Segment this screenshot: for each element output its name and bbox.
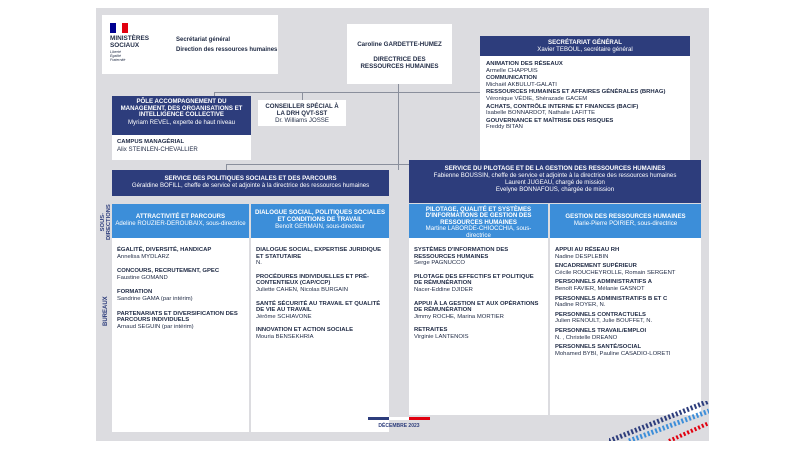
director-name: Caroline GARDETTE-HUMEZ [357, 41, 442, 48]
spgrh-sub-3: Evelyne BONNAFOUS, chargée de mission [495, 186, 615, 193]
motto-egalite: Égalité [110, 54, 121, 59]
list-item: ENCADREMENT SUPÉRIEUR Cécile ROUCHEYROLLE, Romain SERGENT [555, 263, 676, 276]
adviser-name: Dr. Williams JOSSE [275, 117, 329, 124]
header-drh: Direction des ressources humaines [176, 47, 278, 53]
sd-sub: Marie-Pierre POIRIER, sous-directrice [573, 220, 678, 227]
motto-fraternite: Fraternité [110, 58, 126, 63]
footer-flag-stripe [368, 417, 430, 420]
list-item: SANTÉ SÉCURITÉ AU TRAVAIL ET QUALITÉ DE VIE AU TRAVAIL Jérôme SCHIAVONE [256, 300, 381, 320]
bureaux-label: BUREAUX [103, 296, 109, 326]
list-item: INNOVATION ET ACTION SOCIALE Mouria BENSEKHRIA [256, 327, 354, 340]
logo [110, 23, 162, 63]
director-title: DIRECTRICE DES RESSOURCES HUMAINES [360, 56, 439, 70]
list-item: DIALOGUE SOCIAL, EXPERTISE JURIDIQUE ET STATUTAIRE N. [256, 247, 382, 267]
list-item: PERSONNELS TRAVAIL/EMPLOI N. , Christelle DREANO [555, 327, 647, 341]
list-item: COMMUNICATION Michaël AKBULUT-GALATI [486, 75, 557, 88]
header-box [102, 15, 278, 74]
sd-title: PILOTAGE, QUALITÉ ET SYSTÈMES D'INFORMATIONS DE GESTION DES RESSOURCES HUMAINES [425, 206, 532, 226]
list-item: APPUI À LA GESTION ET AUX OPÉRATIONS DE RÉMUNÉRATION Jimmy ROCHE, Marina MORTIER [414, 300, 539, 320]
logo-line1: MINISTÈRES [110, 35, 150, 42]
connector-line [302, 92, 303, 100]
sd-header [550, 204, 701, 238]
spp-sub: Géraldine BOFILL, cheffe de service et adjointe à la directrice des ressources humaines [131, 182, 370, 189]
connector-line [214, 92, 481, 93]
pole-sub: Myriam REVEL, experte de haut niveau [127, 118, 236, 126]
french-flag-icon [110, 23, 128, 33]
sd-column-pilotage [409, 204, 548, 415]
secretariat-list [480, 56, 690, 131]
list-item: PERSONNELS ADMINISTRATIFS B ET C Nadine ROYER, N. [555, 295, 668, 309]
list-item: PILOTAGE DES EFFECTIFS ET POLITIQUE DE RÉMUNÉRATION Nacer-Eddine DJIDER [414, 273, 534, 293]
secretariat-title: SECRÉTARIAT GÉNÉRAL [548, 39, 622, 46]
adviser-box [258, 100, 346, 126]
sd-column-dialogue-social [251, 204, 389, 432]
decorative-corner-graphic [609, 401, 709, 441]
pole-box [112, 96, 251, 160]
list-item: PROCÉDURES INDIVIDUELLES ET PRÉ-CONTENTIEUX (CAP/CCP) Juliette CAHEN, Nicolas BURGAIN [256, 273, 369, 293]
campus-people: Alix STEINLEN-CHEVALLIER [117, 146, 198, 153]
list-item: PARTENARIATS ET DIVERSIFICATION DES PARCOURS INDIVIDUELS Arnaud SEGUIN (par intérim) [117, 310, 238, 330]
spp-title: SERVICE DES POLITIQUES SOCIALES ET DES PARCOURS [164, 175, 337, 182]
sd-sub: Martine LABORDE-CHIOCCHIA, sous-directrice [425, 225, 532, 239]
sd-header [112, 204, 249, 238]
sd-sub: Adeline ROUZIER-DEROUBAIX, sous-directrice [115, 220, 246, 227]
motto-liberte: Liberté [110, 50, 121, 54]
list-item: PERSONNELS ADMINISTRATIFS A Benoît FAVIER, Mélanie GASNOT [555, 279, 652, 292]
director-box [347, 24, 452, 84]
spgrh-sub-2: Laurent JUGEAU, chargé de mission [505, 179, 605, 186]
header-sg: Secrétariat général [176, 37, 231, 43]
sd-title: ATTRACTIVITÉ ET PARCOURS [135, 213, 226, 220]
spgrh-sub-1: Fabienne BOUSSIN, cheffe de service et adjointe à la directrice des ressources humaines [433, 172, 677, 179]
list-item: CONCOURS, RECRUTEMENT, GPEC Faustine GOMAND [117, 268, 220, 281]
pole-title: PÔLE ACCOMPAGNEMENT DU MANAGEMENT, DES ORGANISATIONS ET INTELLIGENCE COLLECTIVE [120, 98, 243, 119]
adviser-title: CONSEILLER SPÉCIAL À LA DRH QVT-SST [265, 103, 339, 117]
sd-header [409, 204, 548, 238]
org-chart-sheet [96, 8, 709, 441]
sd-title: GESTION DES RESSOURCES HUMAINES [565, 213, 686, 220]
secretariat-sub: Xavier TEBOUL, secrétaire général [537, 46, 633, 53]
footer-date: DÉCEMBRE 2023 [378, 423, 420, 429]
spgrh-header [409, 160, 701, 203]
sd-column-attractivite [112, 204, 249, 432]
logo-line2: SOCIAUX [110, 42, 140, 49]
sd-header [251, 204, 389, 238]
campus-name: CAMPUS MANAGÉRIAL [117, 139, 185, 145]
list-item: APPUI AU RÉSEAU RH Nadine DESPLEBIN [555, 247, 620, 260]
list-item: PERSONNELS SANTÉ/SOCIAL Mohamed BYBI, Pauline CASADIO-LORETI [555, 344, 671, 357]
list-item: GOUVERNANCE ET MAÎTRISE DES RISQUES Freddy BITAN [486, 117, 614, 131]
sous-directions-label: SOUS- DIRECTIONS [100, 204, 112, 240]
list-item: ANIMATION DES RÉSEAUX Armelle CHAPPUIS [486, 61, 563, 74]
list-item: PERSONNELS CONTRACTUELS Julien RENOULT, Julie BOUFFET, N. [555, 311, 653, 325]
list-item: RESSOURCES HUMAINES ET AFFAIRES GÉNÉRALES (BRHAG) Véronique VÉDIE, Shérazade GACEM [486, 89, 666, 102]
spp-header [112, 170, 389, 196]
list-item: RETRAITES Virginie LANTENOIS [414, 327, 469, 340]
list-item: ÉGALITÉ, DIVERSITÉ, HANDICAP Annelisa MYDLARZ [117, 247, 212, 260]
secretariat-box [480, 36, 690, 161]
list-item: FORMATION Sandrine GAMA (par intérim) [117, 289, 193, 302]
connector-line [398, 84, 399, 170]
list-item: ACHATS, CONTRÔLE INTERNE ET FINANCES (BACIF) Isabelle BONNARDOT, Nathalie LAFITTE [486, 103, 639, 117]
spgrh-title: SERVICE DU PILOTAGE ET DE LA GESTION DES RESSOURCES HUMAINES [444, 165, 666, 172]
sd-column-gestion [550, 204, 701, 415]
sd-sub: Benoît GERMAIN, sous-directeur [275, 223, 365, 230]
list-item: SYSTÈMES D'INFORMATION DES RESSOURCES HUMAINES Serge PAGNUCCO [414, 247, 509, 267]
sd-title: DIALOGUE SOCIAL, POLITIQUES SOCIALES ET CONDITIONS DE TRAVAIL [255, 209, 386, 223]
